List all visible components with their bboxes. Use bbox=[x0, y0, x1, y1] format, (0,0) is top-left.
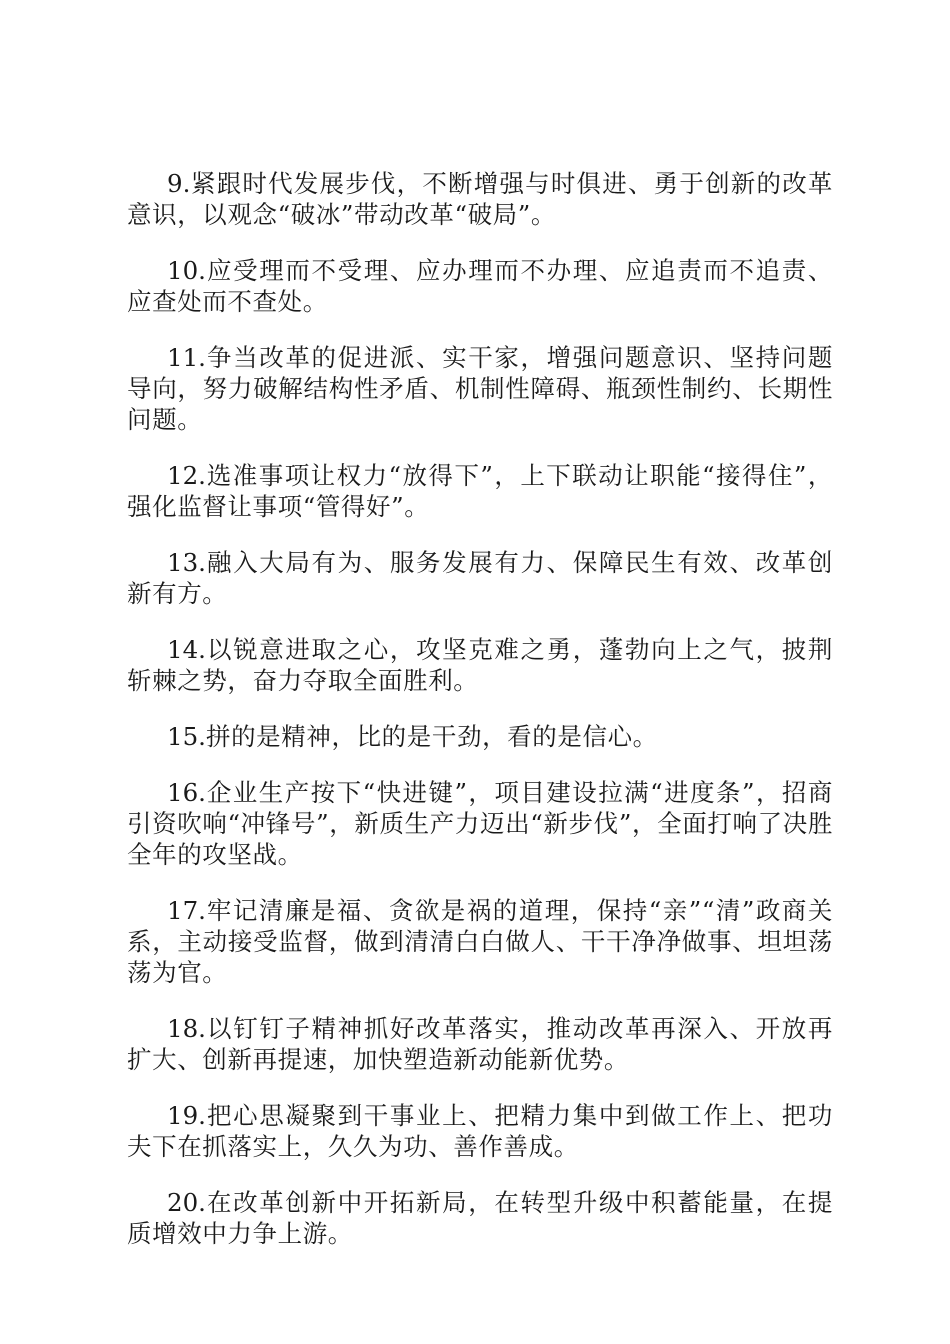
paragraph-9 bbox=[127, 168, 833, 230]
paragraph-10 bbox=[127, 255, 833, 317]
paragraph-11 bbox=[127, 342, 833, 435]
item-text: 紧跟时代发展步伐，不断增强与时俱进、勇于创新的改革意识，以观念“破冰”带动改革“破局”。 bbox=[127, 169, 833, 229]
item-text: 在改革创新中开拓新局，在转型升级中积蓄能量，在提质增效中力争上游。 bbox=[127, 1188, 833, 1248]
item-number: 19. bbox=[167, 1101, 206, 1130]
item-number: 18. bbox=[167, 1014, 206, 1043]
item-number: 12. bbox=[167, 461, 206, 490]
item-text: 以钉钉子精神抓好改革落实，推动改革再深入、开放再扩大、创新再提速，加快塑造新动能新优势。 bbox=[127, 1014, 833, 1074]
item-number: 15. bbox=[167, 722, 206, 751]
paragraph-12 bbox=[127, 460, 833, 522]
item-text: 融入大局有为、服务发展有力、保障民生有效、改革创新有方。 bbox=[127, 548, 833, 608]
item-text: 企业生产按下“快进键”，项目建设拉满“进度条”，招商引资吹响“冲锋号”，新质生产力迈出“新步伐”，全面打响了决胜全年的攻坚战。 bbox=[127, 778, 833, 869]
item-text: 应受理而不受理、应办理而不办理、应追责而不追责、应查处而不查处。 bbox=[127, 256, 833, 316]
document-body bbox=[127, 168, 833, 1274]
item-text: 牢记清廉是福、贪欲是祸的道理，保持“亲”“清”政商关系，主动接受监督，做到清清白白做人、干干净净做事、坦坦荡荡为官。 bbox=[127, 896, 833, 987]
paragraph-17 bbox=[127, 895, 833, 988]
item-number: 11. bbox=[167, 343, 206, 372]
paragraph-19 bbox=[127, 1100, 833, 1162]
paragraph-16 bbox=[127, 777, 833, 870]
paragraph-14 bbox=[127, 634, 833, 696]
item-text: 争当改革的促进派、实干家，增强问题意识、坚持问题导向，努力破解结构性矛盾、机制性障碍、瓶颈性制约、长期性问题。 bbox=[127, 343, 833, 434]
item-text: 选准事项让权力“放得下”，上下联动让职能“接得住”，强化监督让事项“管得好”。 bbox=[127, 461, 833, 521]
item-number: 20. bbox=[167, 1188, 206, 1217]
paragraph-13 bbox=[127, 547, 833, 609]
paragraph-18 bbox=[127, 1013, 833, 1075]
paragraph-20 bbox=[127, 1187, 833, 1249]
item-number: 16. bbox=[167, 778, 206, 807]
item-number: 9. bbox=[167, 169, 191, 198]
item-number: 10. bbox=[167, 256, 206, 285]
item-number: 17. bbox=[167, 896, 206, 925]
item-text: 拼的是精神，比的是干劲，看的是信心。 bbox=[205, 722, 658, 751]
item-number: 13. bbox=[167, 548, 206, 577]
item-number: 14. bbox=[167, 635, 206, 664]
paragraph-15 bbox=[127, 721, 833, 752]
item-text: 以锐意进取之心，攻坚克难之勇，蓬勃向上之气，披荆斩棘之势，奋力夺取全面胜利。 bbox=[127, 635, 833, 695]
item-text: 把心思凝聚到干事业上、把精力集中到做工作上、把功夫下在抓落实上，久久为功、善作善成。 bbox=[127, 1101, 833, 1161]
